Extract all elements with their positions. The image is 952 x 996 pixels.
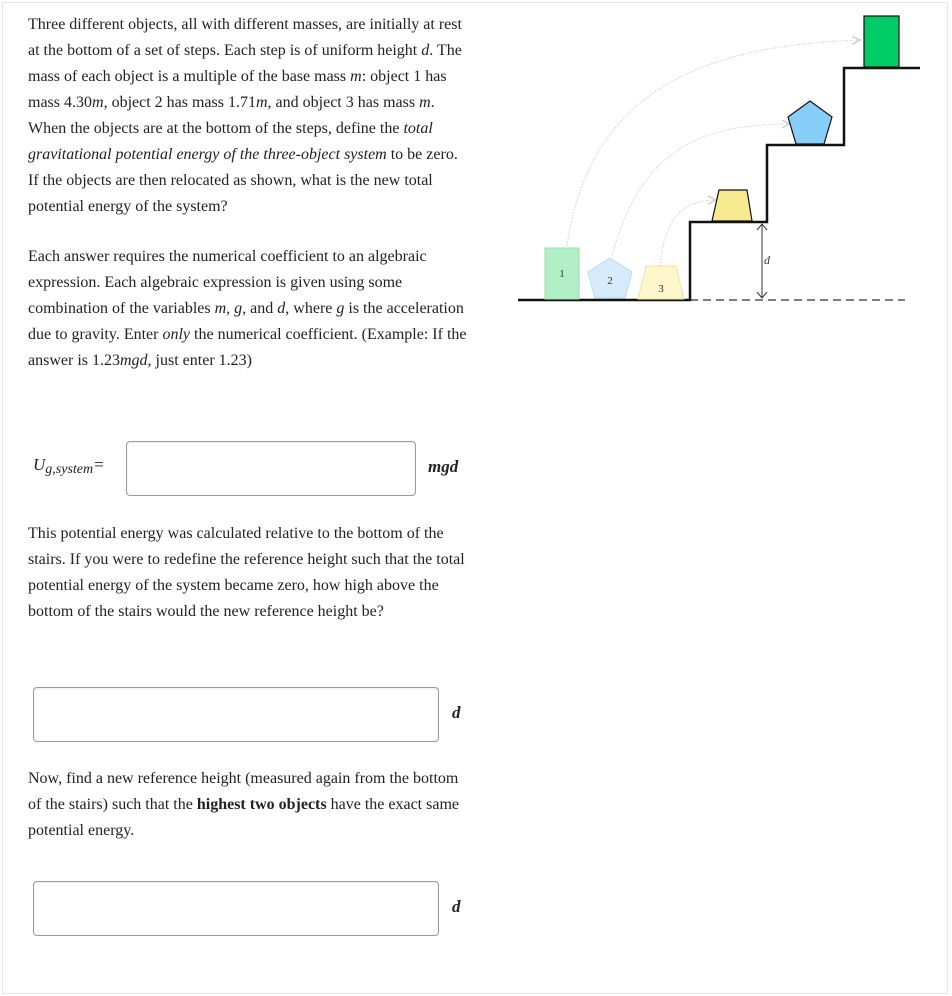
problem-instructions: Each answer requires the numerical coefficient to an algebraic expression. Each algebraic expression is given using some combination of the variables m, g, and d, where g is the acceleration due to gravity. Enter only the numerical coefficient. (Example: If the answer is 1.23mgd, just enter 1.23) <box>28 248 467 369</box>
unit-d-1: d <box>452 703 461 722</box>
question-equal-energy: Now, find a new reference height (measured again from the bottom of the stairs) such that the highest two objects have the exact same potential energy. <box>28 770 459 839</box>
potential-energy-label: $U_{g,system}=$ <box>33 455 105 477</box>
unit-mgd: mgd <box>428 457 459 476</box>
object-1-top-step <box>864 16 899 67</box>
object-3-label: 3 <box>658 283 664 295</box>
question-reference-height: This potential energy was calculated relative to the bottom of the stairs. If you were to redefine the reference height such that the total potential energy of the system became zero, how high above the bottom of the stairs would the new reference height be? <box>28 525 465 620</box>
object-2-second-step <box>788 101 832 144</box>
object-2-label: 2 <box>607 275 613 287</box>
equal-energy-height-input[interactable] <box>33 881 439 936</box>
unit-d-2: d <box>452 897 461 916</box>
stairs-figure <box>515 10 935 310</box>
reference-height-input[interactable] <box>33 687 439 742</box>
object-1-label: 1 <box>559 268 565 280</box>
potential-energy-input[interactable] <box>126 441 416 496</box>
trajectory-object-2 <box>612 124 790 256</box>
step-height-label: d <box>764 253 770 267</box>
problem-intro: Three different objects, all with different masses, are initially at rest at the bottom of a set of steps. Each step is of uniform height d. The mass of each object is a multiple of the base mass m: object 1 has mass 4.30m, object 2 has mass 1.71m, and object 3 has mass m. When the objects are at the bottom of the steps, define the total gravitational potential energy of the three-object system to be zero. If the objects are then relocated as shown, what is the new total potential energy of the system? <box>28 16 462 215</box>
trajectory-object-3 <box>660 200 716 266</box>
object-3-first-step <box>712 190 752 221</box>
